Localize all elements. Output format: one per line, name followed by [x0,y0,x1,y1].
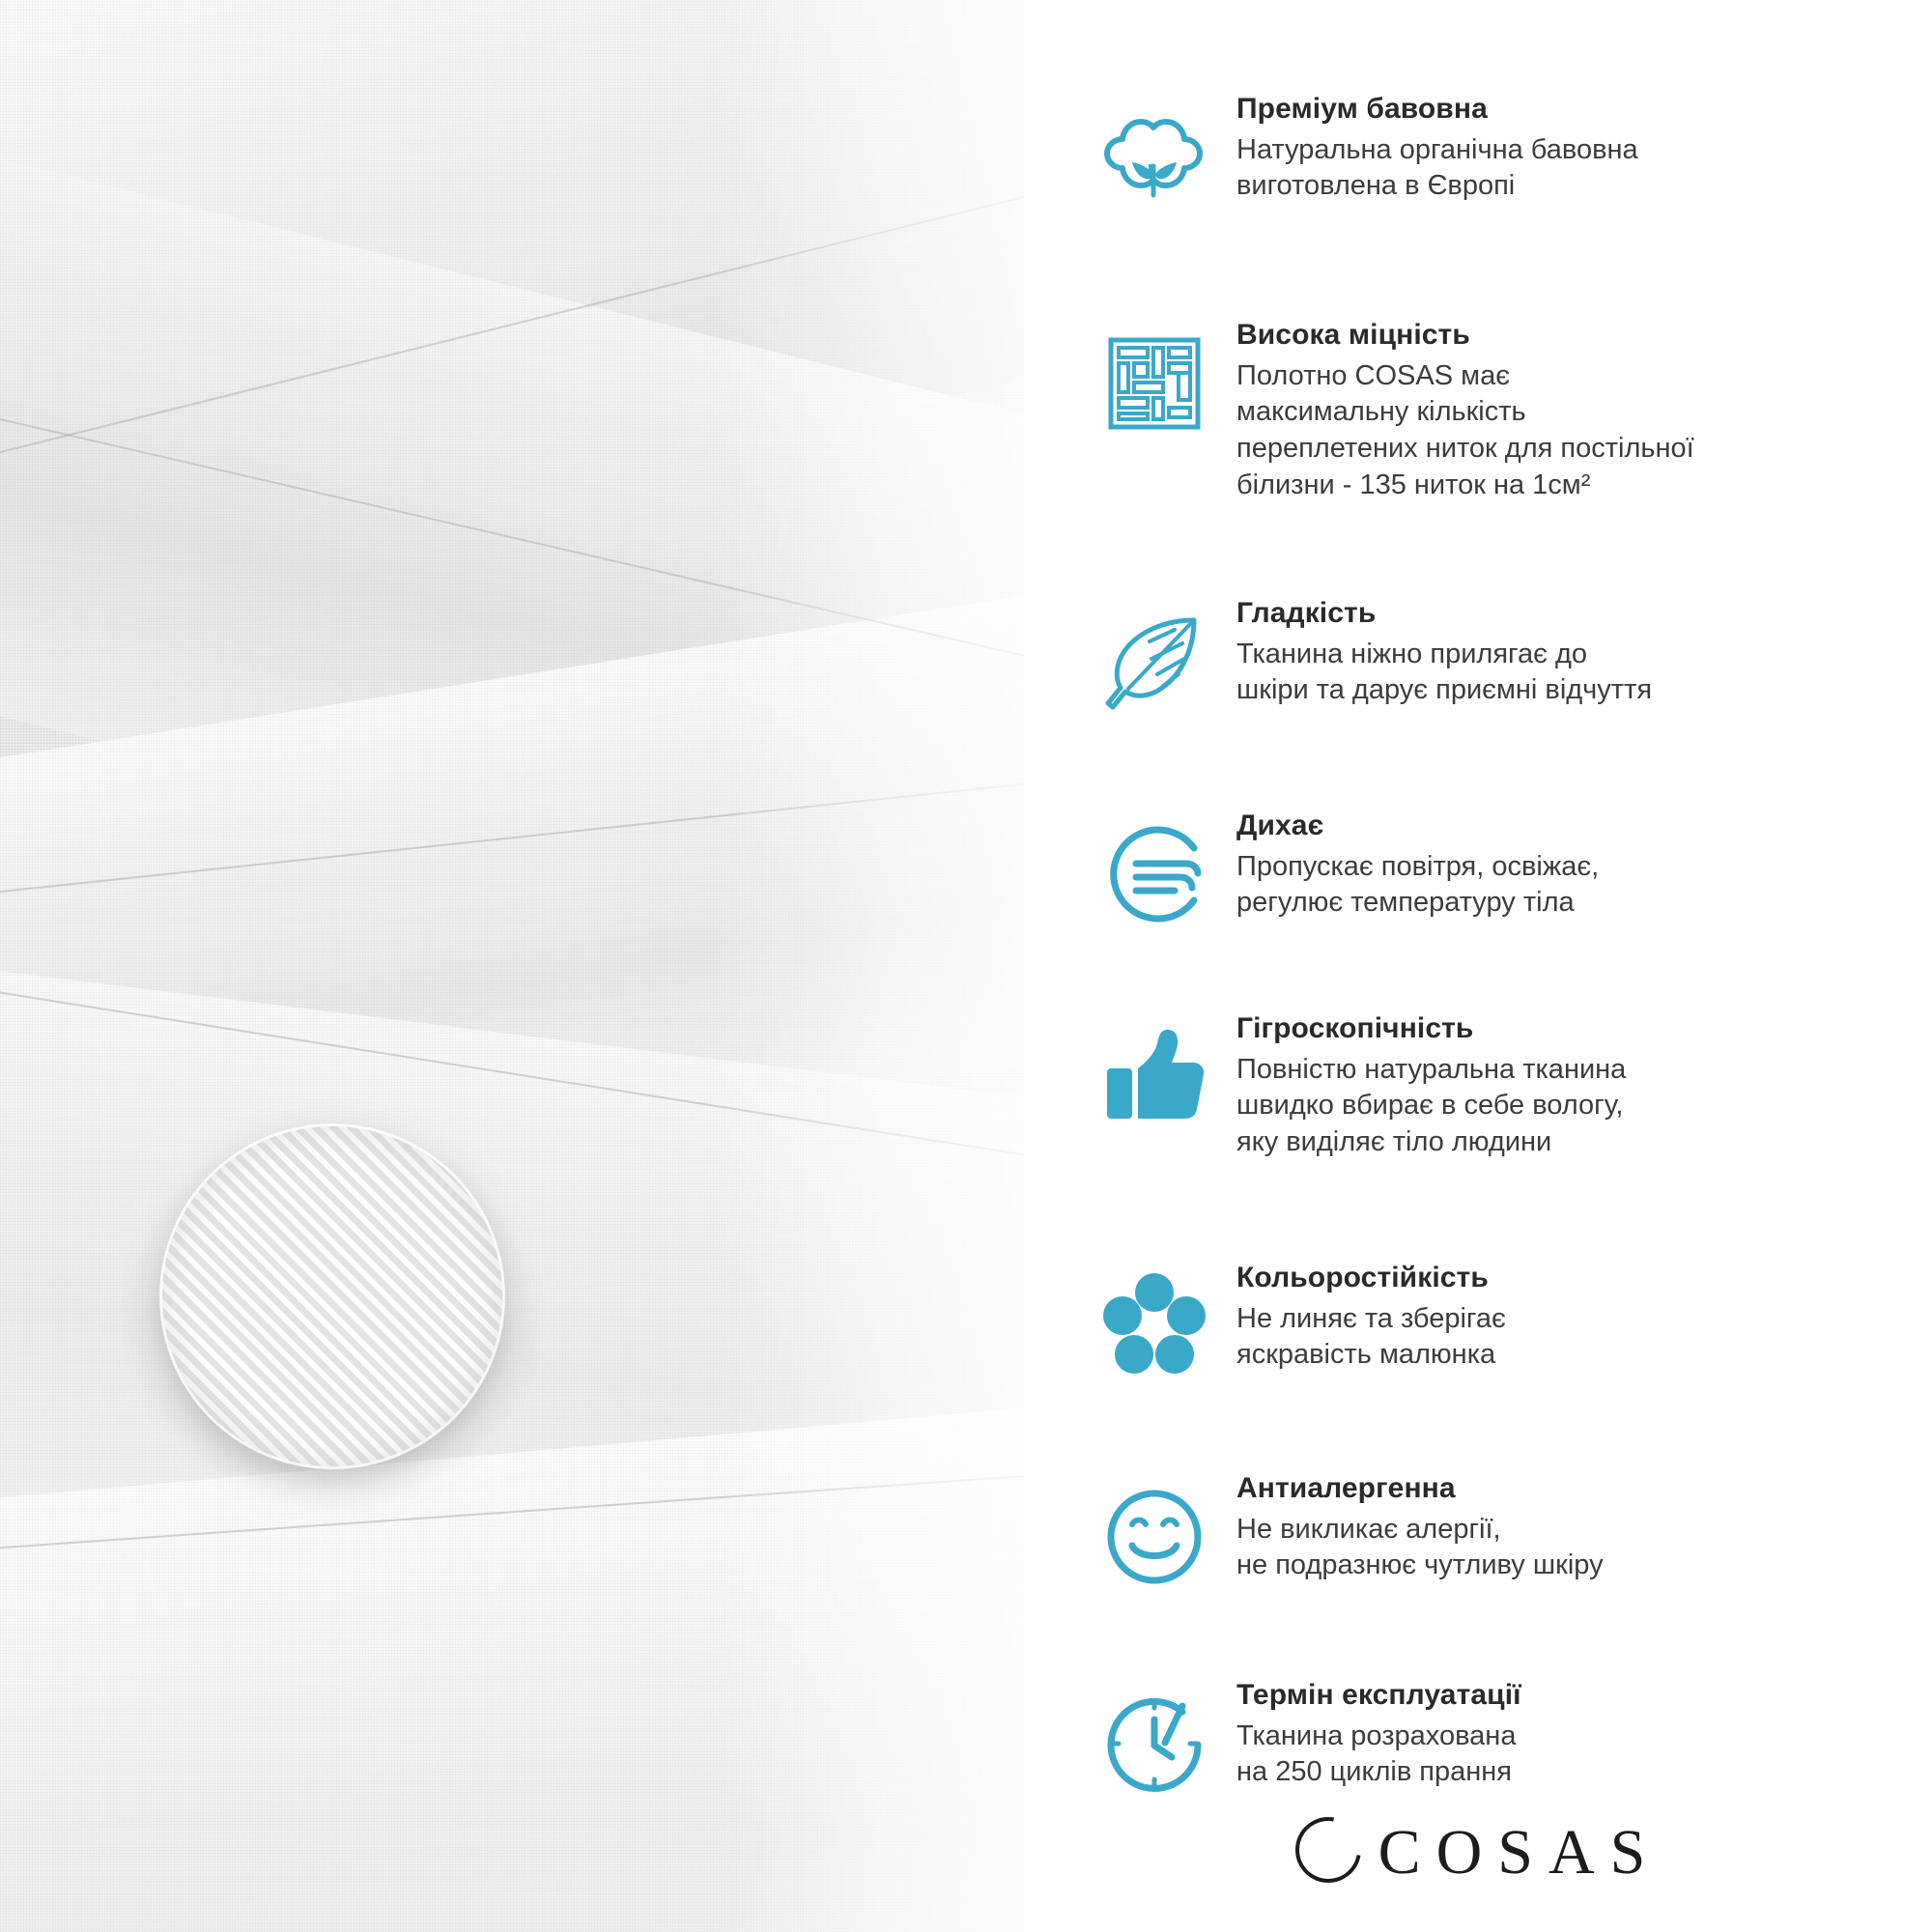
brand-name: COSAS [1378,1817,1662,1888]
feather-icon [1082,597,1227,723]
feature-line: яскравість малюнка [1236,1339,1496,1371]
feature-line: Не викликає алергії, [1236,1513,1501,1545]
feature-title: Гігроскопічність [1236,1012,1474,1044]
brush-circle-icon [1282,1804,1374,1896]
feature-line: Полотно COSAS має [1236,359,1511,391]
feature-text [1227,93,1932,205]
feature-line: на 250 циклів прання [1236,1756,1512,1788]
feature-line: Натуральна органічна бавовна [1236,133,1638,165]
feature-line: не подразнює чутливу шкіру [1236,1549,1604,1581]
smiley-face-icon [1082,1472,1227,1598]
feature-title: Гладкість [1236,597,1377,629]
feature-title: Висока міцність [1236,319,1470,351]
feature-text [1227,1262,1932,1374]
feature-text [1227,1012,1932,1161]
feature-text [1227,319,1932,503]
feature-text [1227,597,1932,709]
feature-line: білизни - 135 ниток на 1см² [1236,469,1591,500]
feature-text [1227,1679,1932,1791]
feature-line: шкіри та дарує приємні відчуття [1236,674,1653,706]
weave-close-up-circle [162,1126,502,1466]
feature-smoothness [1082,597,1932,723]
feature-colorfastness [1082,1262,1932,1387]
feature-premium-cotton [1082,93,1932,218]
feature-line: швидко вбирає в себе вологу, [1236,1090,1624,1122]
feature-line: яку виділяє тіло людини [1236,1125,1552,1157]
feature-line: Повністю натуральна тканина [1236,1053,1627,1085]
woven-threads-icon [1082,319,1227,444]
feature-line: максимальну кількість [1236,396,1526,428]
feature-line: переплетених ниток для постільної [1236,432,1694,464]
feature-breathes [1082,810,1932,935]
feature-title: Кольоростійкість [1236,1262,1489,1293]
feature-text [1227,1472,1932,1584]
flower-icon [1082,1262,1227,1387]
feature-line: виготовлена в Європі [1236,170,1516,202]
feature-line: Тканина ніжно прилягає до [1236,638,1587,669]
thumbs-up-icon [1082,1012,1227,1138]
brand-logo [1024,1816,1932,1889]
airflow-circle-icon [1082,810,1227,935]
feature-title: Дихає [1236,810,1324,841]
clock-check-icon [1082,1679,1227,1804]
feature-line: Пропускає повітря, освіжає, [1236,850,1600,882]
feature-hygroscopic [1082,1012,1932,1161]
feature-text [1227,810,1932,922]
feature-line: Тканина розрахована [1236,1719,1517,1751]
feature-title: Антиалергенна [1236,1472,1456,1504]
feature-title: Термін експлуатації [1236,1679,1521,1711]
feature-high-strength [1082,319,1932,503]
cotton-flower-icon [1082,93,1227,218]
feature-service-life [1082,1679,1932,1804]
features-panel [1024,0,1932,1932]
feature-hypoallergenic [1082,1472,1932,1598]
feature-title: Преміум бавовна [1236,93,1488,125]
feature-line: регулює температуру тіла [1236,887,1575,919]
feature-line: Не линяє та зберігає [1236,1302,1506,1334]
